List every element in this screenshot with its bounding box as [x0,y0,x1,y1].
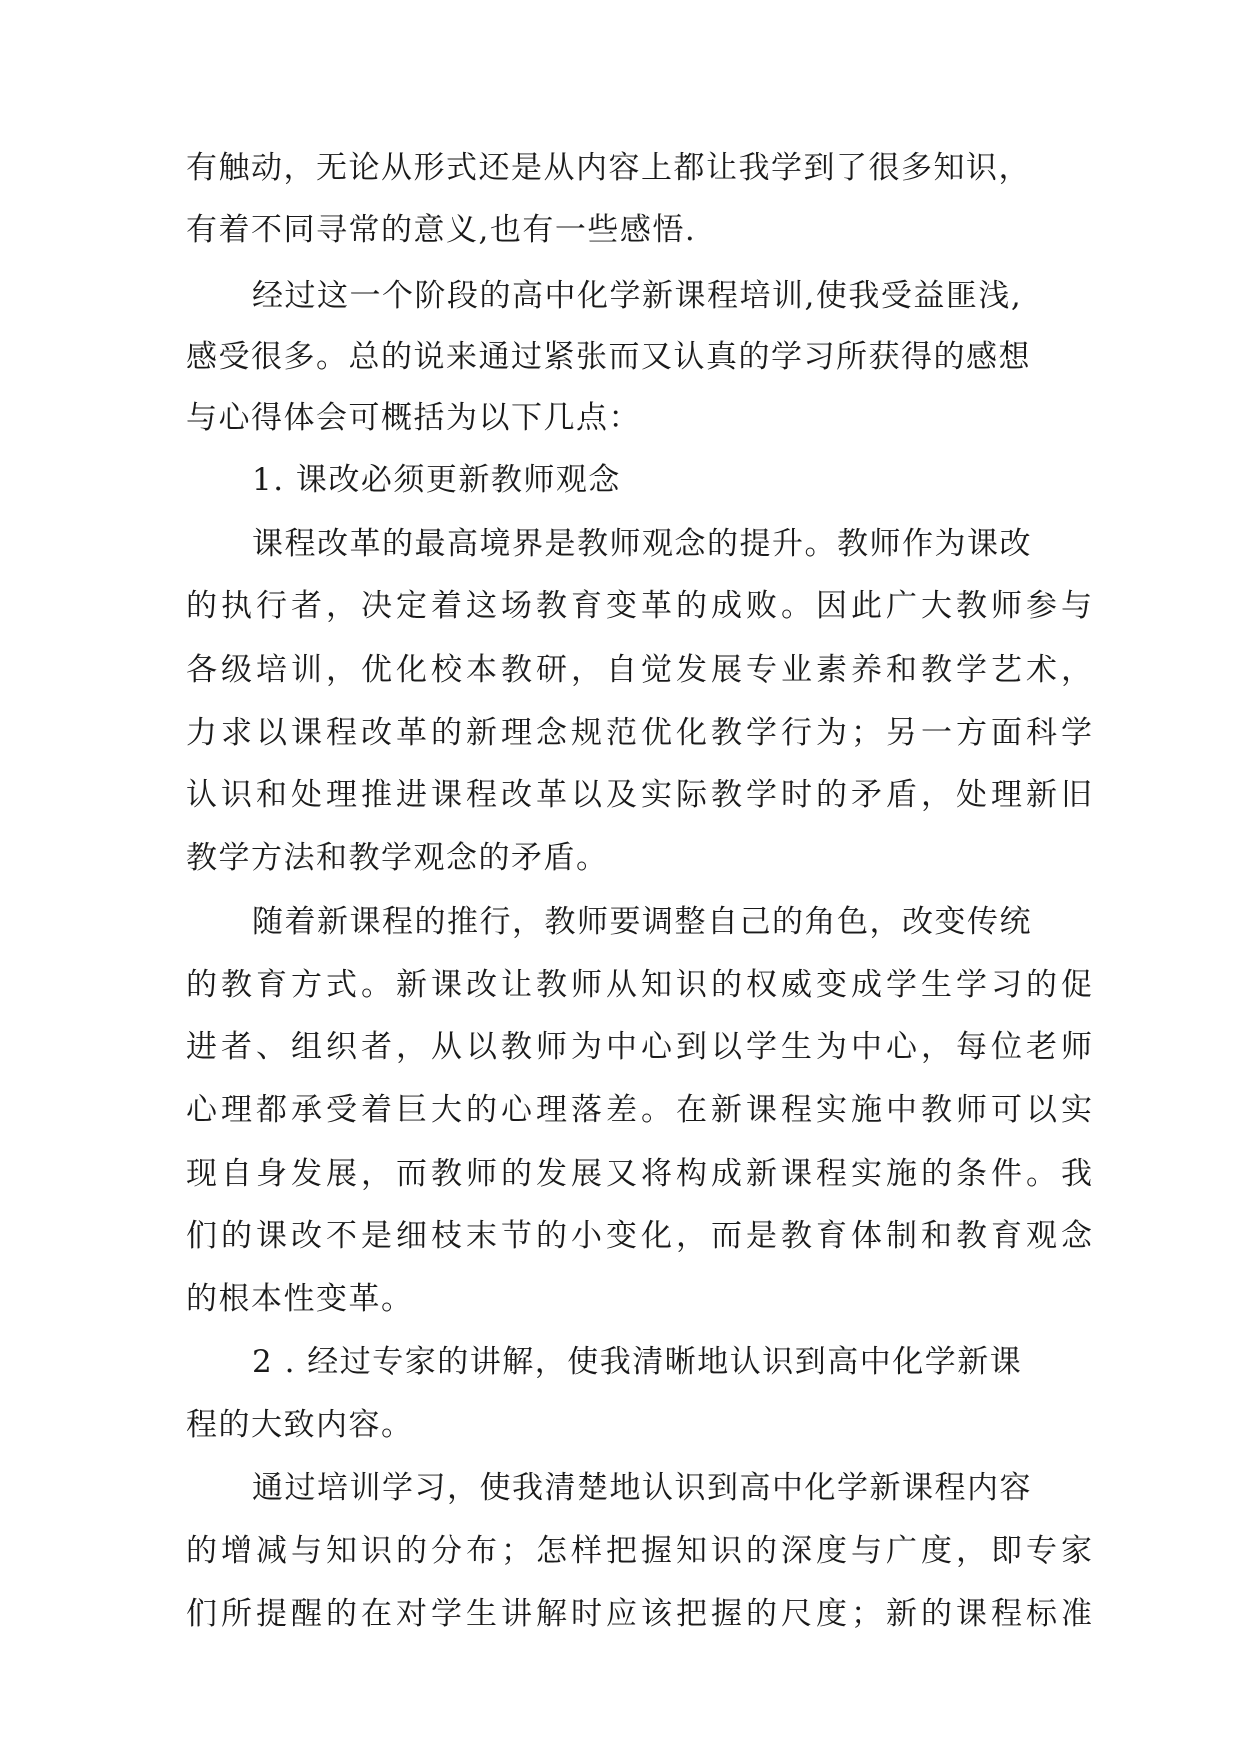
text-line: 力求以课程改革的新理念规范优化教学行为；另一方面科学 [186,715,1096,751]
text-line: 有着不同寻常的意义,也有一些感悟. [186,212,697,248]
text-line: 现自身发展，而教师的发展又将构成新课程实施的条件。我 [186,1156,1096,1192]
text-line: 与心得体会可概括为以下几点： [186,400,641,436]
text-line: 认识和处理推进课程改革以及实际教学时的矛盾，处理新旧 [186,777,1096,813]
text-line: 进者、组织者，从以教师为中心到以学生为中心，每位老师 [186,1029,1096,1065]
paragraph-start: 经过这一个阶段的高中化学新课程培训,使我受益匪浅, [252,278,1023,314]
text-line: 的根本性变革。 [186,1281,414,1317]
text-line: 有触动，无论从形式还是从内容上都让我学到了很多知识， [186,150,1031,186]
paragraph-start: 通过培训学习，使我清楚地认识到高中化学新课程内容 [252,1470,1032,1506]
text-line: 心理都承受着巨大的心理落差。在新课程实施中教师可以实 [186,1092,1096,1128]
text-line: 教学方法和教学观念的矛盾。 [186,840,609,876]
text-line: 的教育方式。新课改让教师从知识的权威变成学生学习的促 [186,967,1096,1003]
paragraph-start: 课程改革的最高境界是教师观念的提升。教师作为课改 [252,526,1032,562]
text-line: 的执行者，决定着这场教育变革的成败。因此广大教师参与 [186,588,1096,624]
paragraph-start: 随着新课程的推行，教师要调整自己的角色，改变传统 [252,904,1032,940]
text-line: 程的大致内容。 [186,1407,414,1443]
text-line: 各级培训，优化校本教研，自觉发展专业素养和教学艺术， [186,652,1096,688]
section-heading-2: 2 . 经过专家的讲解，使我清晰地认识到高中化学新课 [252,1344,1023,1380]
text-line: 感受很多。总的说来通过紧张而又认真的学习所获得的感想 [186,339,1031,375]
text-line: 们的课改不是细枝末节的小变化，而是教育体制和教育观念 [186,1218,1096,1254]
section-heading-1: 1. 课改必须更新教师观念 [252,462,621,498]
text-line: 的增减与知识的分布；怎样把握知识的深度与广度，即专家 [186,1533,1096,1569]
text-line: 们所提醒的在对学生讲解时应该把握的尺度；新的课程标准 [186,1596,1096,1632]
